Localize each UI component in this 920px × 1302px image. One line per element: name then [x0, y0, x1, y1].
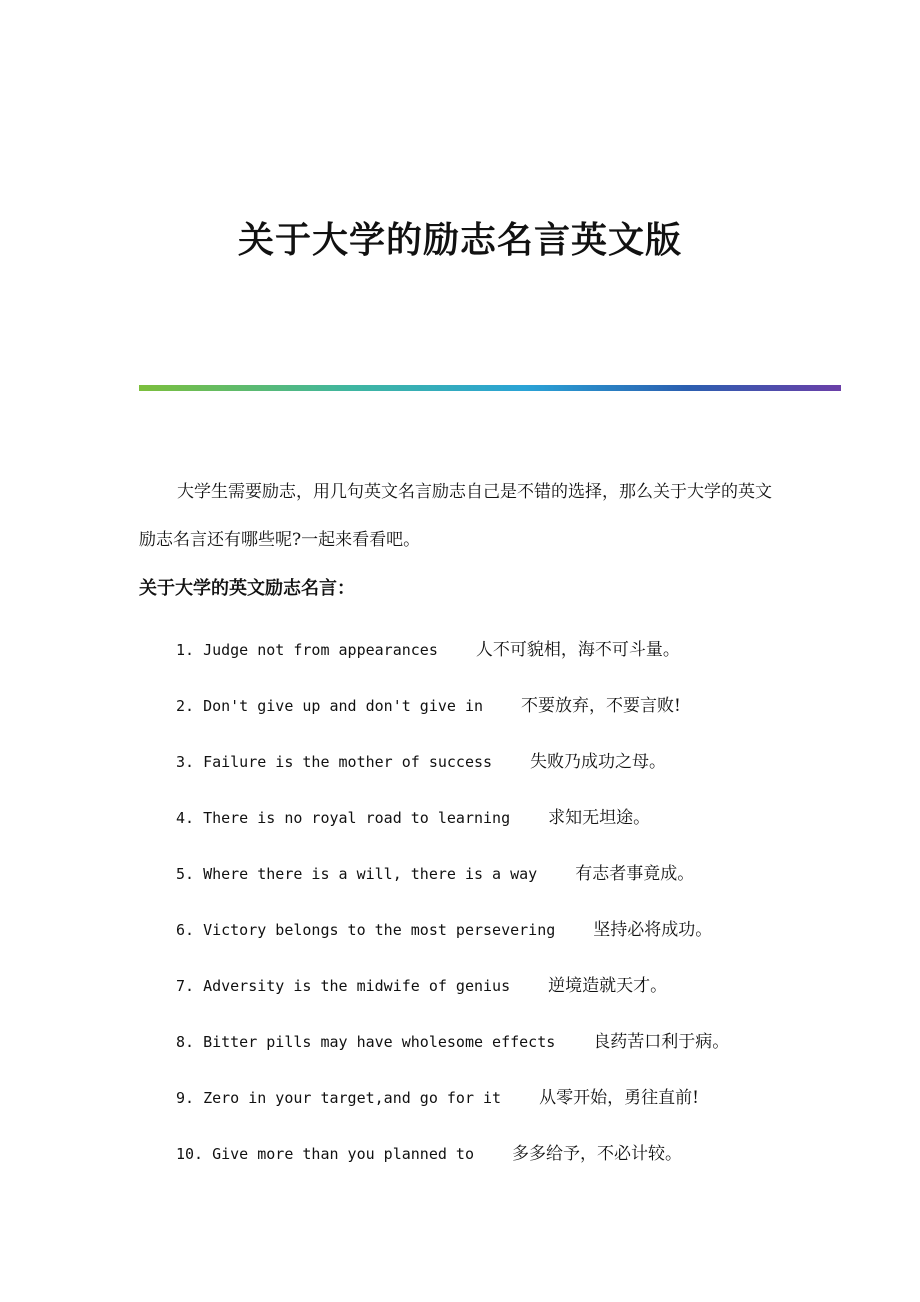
quote-number: 5. — [176, 865, 195, 883]
gradient-divider — [139, 385, 841, 391]
quote-number: 1. — [176, 641, 195, 659]
quote-chinese: 从零开始，勇往直前! — [539, 1088, 699, 1108]
quote-item — [176, 912, 729, 968]
quote-english: Victory belongs to the most persevering — [203, 921, 556, 939]
quote-english: Adversity is the midwife of genius — [203, 977, 511, 995]
quote-item — [176, 1080, 729, 1136]
quote-chinese: 失败乃成功之母。 — [530, 752, 667, 772]
quote-chinese: 坚持必将成功。 — [593, 920, 713, 940]
quote-number: 3. — [176, 753, 195, 771]
quote-chinese: 不要放弃，不要言败! — [521, 696, 681, 716]
quote-number: 9. — [176, 1089, 195, 1107]
intro-paragraph: 大学生需要励志，用几句英文名言励志自己是不错的选择，那么关于大学的英文励志名言还有哪些呢?一起来看看吧。 — [139, 482, 772, 550]
quote-chinese: 人不可貌相，海不可斗量。 — [475, 640, 680, 660]
section-heading: 关于大学的英文励志名言： — [139, 578, 355, 599]
quote-english: Judge not from appearances — [203, 641, 438, 659]
quote-item — [176, 1024, 729, 1080]
quote-number: 8. — [176, 1033, 195, 1051]
quote-chinese: 多多给予，不必计较。 — [512, 1144, 682, 1164]
quote-chinese: 有志者事竟成。 — [575, 864, 695, 884]
quote-item — [176, 968, 729, 1024]
quote-chinese: 逆境造就天才。 — [548, 976, 668, 996]
quote-number: 10. — [176, 1145, 204, 1163]
quote-number: 2. — [176, 697, 195, 715]
quote-item — [176, 1136, 729, 1192]
quote-item — [176, 688, 729, 744]
quote-number: 6. — [176, 921, 195, 939]
quote-english: Don't give up and don't give in — [203, 697, 484, 715]
quote-english: Where there is a will, there is a way — [203, 865, 538, 883]
quote-item — [176, 632, 729, 688]
quote-item — [176, 744, 729, 800]
quote-item — [176, 800, 729, 856]
quote-english: Failure is the mother of success — [203, 753, 493, 771]
quote-chinese: 求知无坦途。 — [548, 808, 651, 828]
quote-number: 4. — [176, 809, 195, 827]
quote-english: Give more than you planned to — [212, 1145, 474, 1163]
quote-english: There is no royal road to learning — [203, 809, 511, 827]
quote-english: Zero in your target,and go for it — [203, 1089, 502, 1107]
quote-item — [176, 856, 729, 912]
quote-english: Bitter pills may have wholesome effects — [203, 1033, 556, 1051]
quote-number: 7. — [176, 977, 195, 995]
quote-list — [176, 632, 729, 1192]
quote-chinese: 良药苦口利于病。 — [593, 1032, 730, 1052]
document-title: 关于大学的励志名言英文版 — [237, 219, 682, 261]
